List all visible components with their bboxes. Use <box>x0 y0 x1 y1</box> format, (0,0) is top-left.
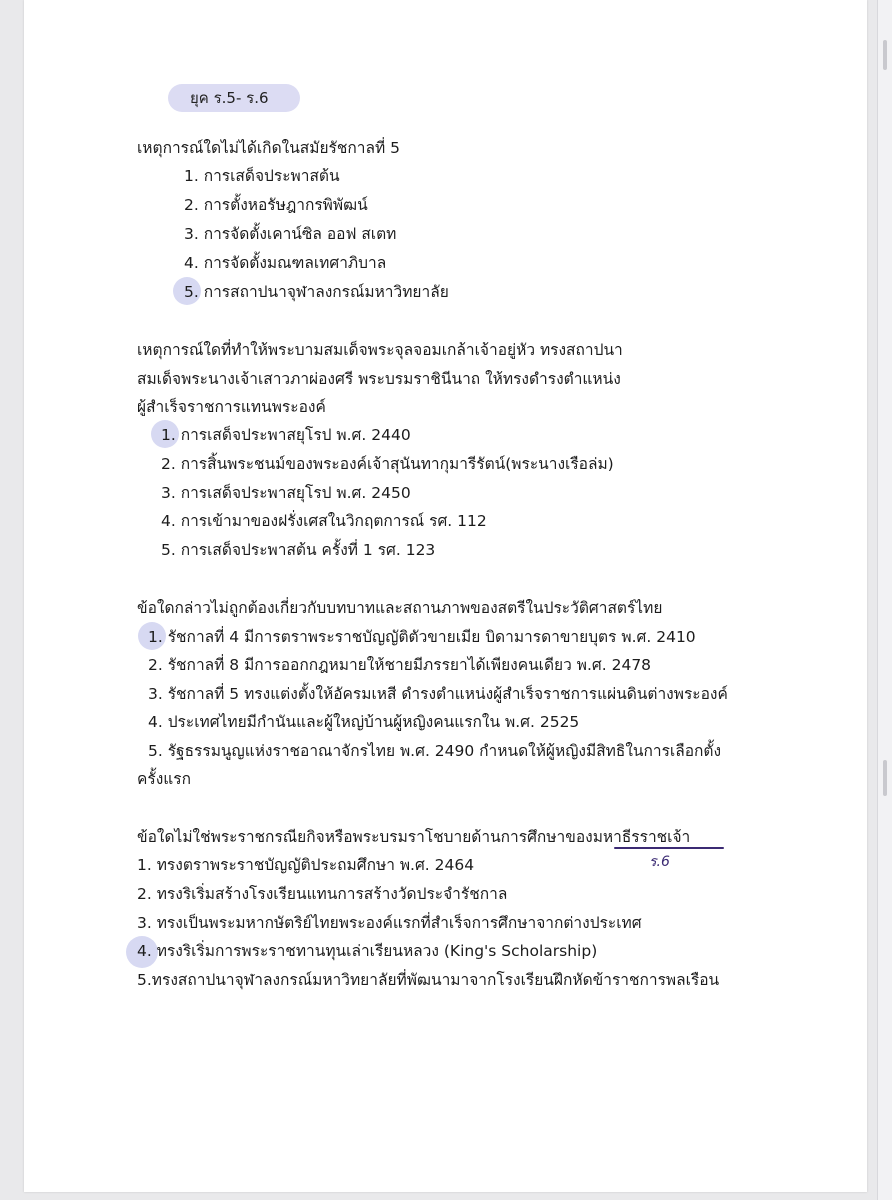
question-3-option-1: 1. รัชกาลที่ 4 มีการตราพระราชบัญญัติตัวขายเมีย บิดามารดาขายบุตร พ.ศ. 2410 <box>148 628 696 646</box>
question-2-text-line-3: ผู้สำเร็จราชการแทนพระองค์ <box>137 398 326 416</box>
handwritten-note: ร.6 <box>649 854 670 870</box>
question-3-option-4: 4. ประเทศไทยมีกำนันและผู้ใหญ่บ้านผู้หญิงคนแรกใน พ.ศ. 2525 <box>148 713 580 731</box>
question-2-option-1: 1. การเสด็จประพาสยุโรป พ.ศ. 2440 <box>161 426 411 444</box>
question-4-option-5: 5.ทรงสถาปนาจุฬาลงกรณ์มหาวิทยาลัยที่พัฒนามาจากโรงเรียนฝึกหัดข้าราชการพลเรือน <box>137 971 720 989</box>
question-1-option-2: 2. การตั้งหอรัษฎากรพิพัฒน์ <box>184 196 368 214</box>
era-tag: ยุค ร.5- ร.6 <box>168 84 300 112</box>
question-1-option-4: 4. การจัดตั้งมณฑลเทศาภิบาล <box>184 254 387 272</box>
question-2-text-line-2: สมเด็จพระนางเจ้าเสาวภาผ่องศรี พระบรมราชินีนาถ ให้ทรงดำรงตำแหน่ง <box>137 370 621 388</box>
question-4-option-1: 1. ทรงตราพระราชบัญญัติประถมศึกษา พ.ศ. 2464 <box>137 856 475 874</box>
question-2-option-4: 4. การเข้ามาของฝรั่งเศสในวิกฤตการณ์ รศ. 112 <box>161 512 487 530</box>
question-4-option-3: 3. ทรงเป็นพระมหากษัตริย์ไทยพระองค์แรกที่สำเร็จการศึกษาจากต่างประเทศ <box>137 914 642 932</box>
scroll-thumb[interactable] <box>883 40 887 70</box>
question-1-option-1: 1. การเสด็จประพาสต้น <box>184 167 340 185</box>
question-1-text: เหตุการณ์ใดไม่ได้เกิดในสมัยรัชกาลที่ 5 <box>137 139 400 157</box>
question-2-option-3: 3. การเสด็จประพาสยุโรป พ.ศ. 2450 <box>161 484 411 502</box>
question-3-option-2: 2. รัชกาลที่ 8 มีการออกกฎหมายให้ชายมีภรรยาได้เพียงคนเดียว พ.ศ. 2478 <box>148 656 652 674</box>
question-2-option-2: 2. การสิ้นพระชนม์ของพระองค์เจ้าสุนันทากุมารีรัตน์(พระนางเรือล่ม) <box>161 455 614 473</box>
question-4-text: ข้อใดไม่ใช่พระราชกรณียกิจหรือพระบรมราโชบายด้านการศึกษาของมหาธีรราชเจ้า <box>137 828 691 846</box>
page-edge-scrollbar[interactable] <box>877 0 892 1200</box>
question-2-text-line-1: เหตุการณ์ใดที่ทำให้พระบามสมเด็จพระจุลจอมเกล้าเจ้าอยู่หัว ทรงสถาปนา <box>137 341 623 359</box>
question-2-option-5: 5. การเสด็จประพาสต้น ครั้งที่ 1 รศ. 123 <box>161 541 436 559</box>
question-1-option-5: 5. การสถาปนาจุฬาลงกรณ์มหาวิทยาลัย <box>184 283 449 301</box>
question-3-option-5-continued: ครั้งแรก <box>137 770 191 788</box>
question-3-option-3: 3. รัชกาลที่ 5 ทรงแต่งตั้งให้อัครมเหสี ดำรงตำแหน่งผู้สำเร็จราชการแผ่นดินต่างพระองค์ <box>148 685 728 703</box>
question-4-option-4: 4. ทรงริเริ่มการพระราชทานทุนเล่าเรียนหลวง (King's Scholarship) <box>137 942 598 960</box>
handwritten-underline <box>614 847 724 849</box>
scroll-thumb[interactable] <box>883 760 887 796</box>
question-1-option-3: 3. การจัดตั้งเคาน์ซิล ออฟ สเตท <box>184 225 397 243</box>
question-3-option-5: 5. รัฐธรรมนูญแห่งราชอาณาจักรไทย พ.ศ. 2490 กำหนดให้ผู้หญิงมีสิทธิในการเลือกตั้ง <box>148 742 722 760</box>
document-page <box>24 0 867 1192</box>
question-4-option-2: 2. ทรงริเริ่มสร้างโรงเรียนแทนการสร้างวัดประจำรัชกาล <box>137 885 508 903</box>
question-3-text: ข้อใดกล่าวไม่ถูกต้องเกี่ยวกับบทบาทและสถานภาพของสตรีในประวัติศาสตร์ไทย <box>137 599 663 617</box>
